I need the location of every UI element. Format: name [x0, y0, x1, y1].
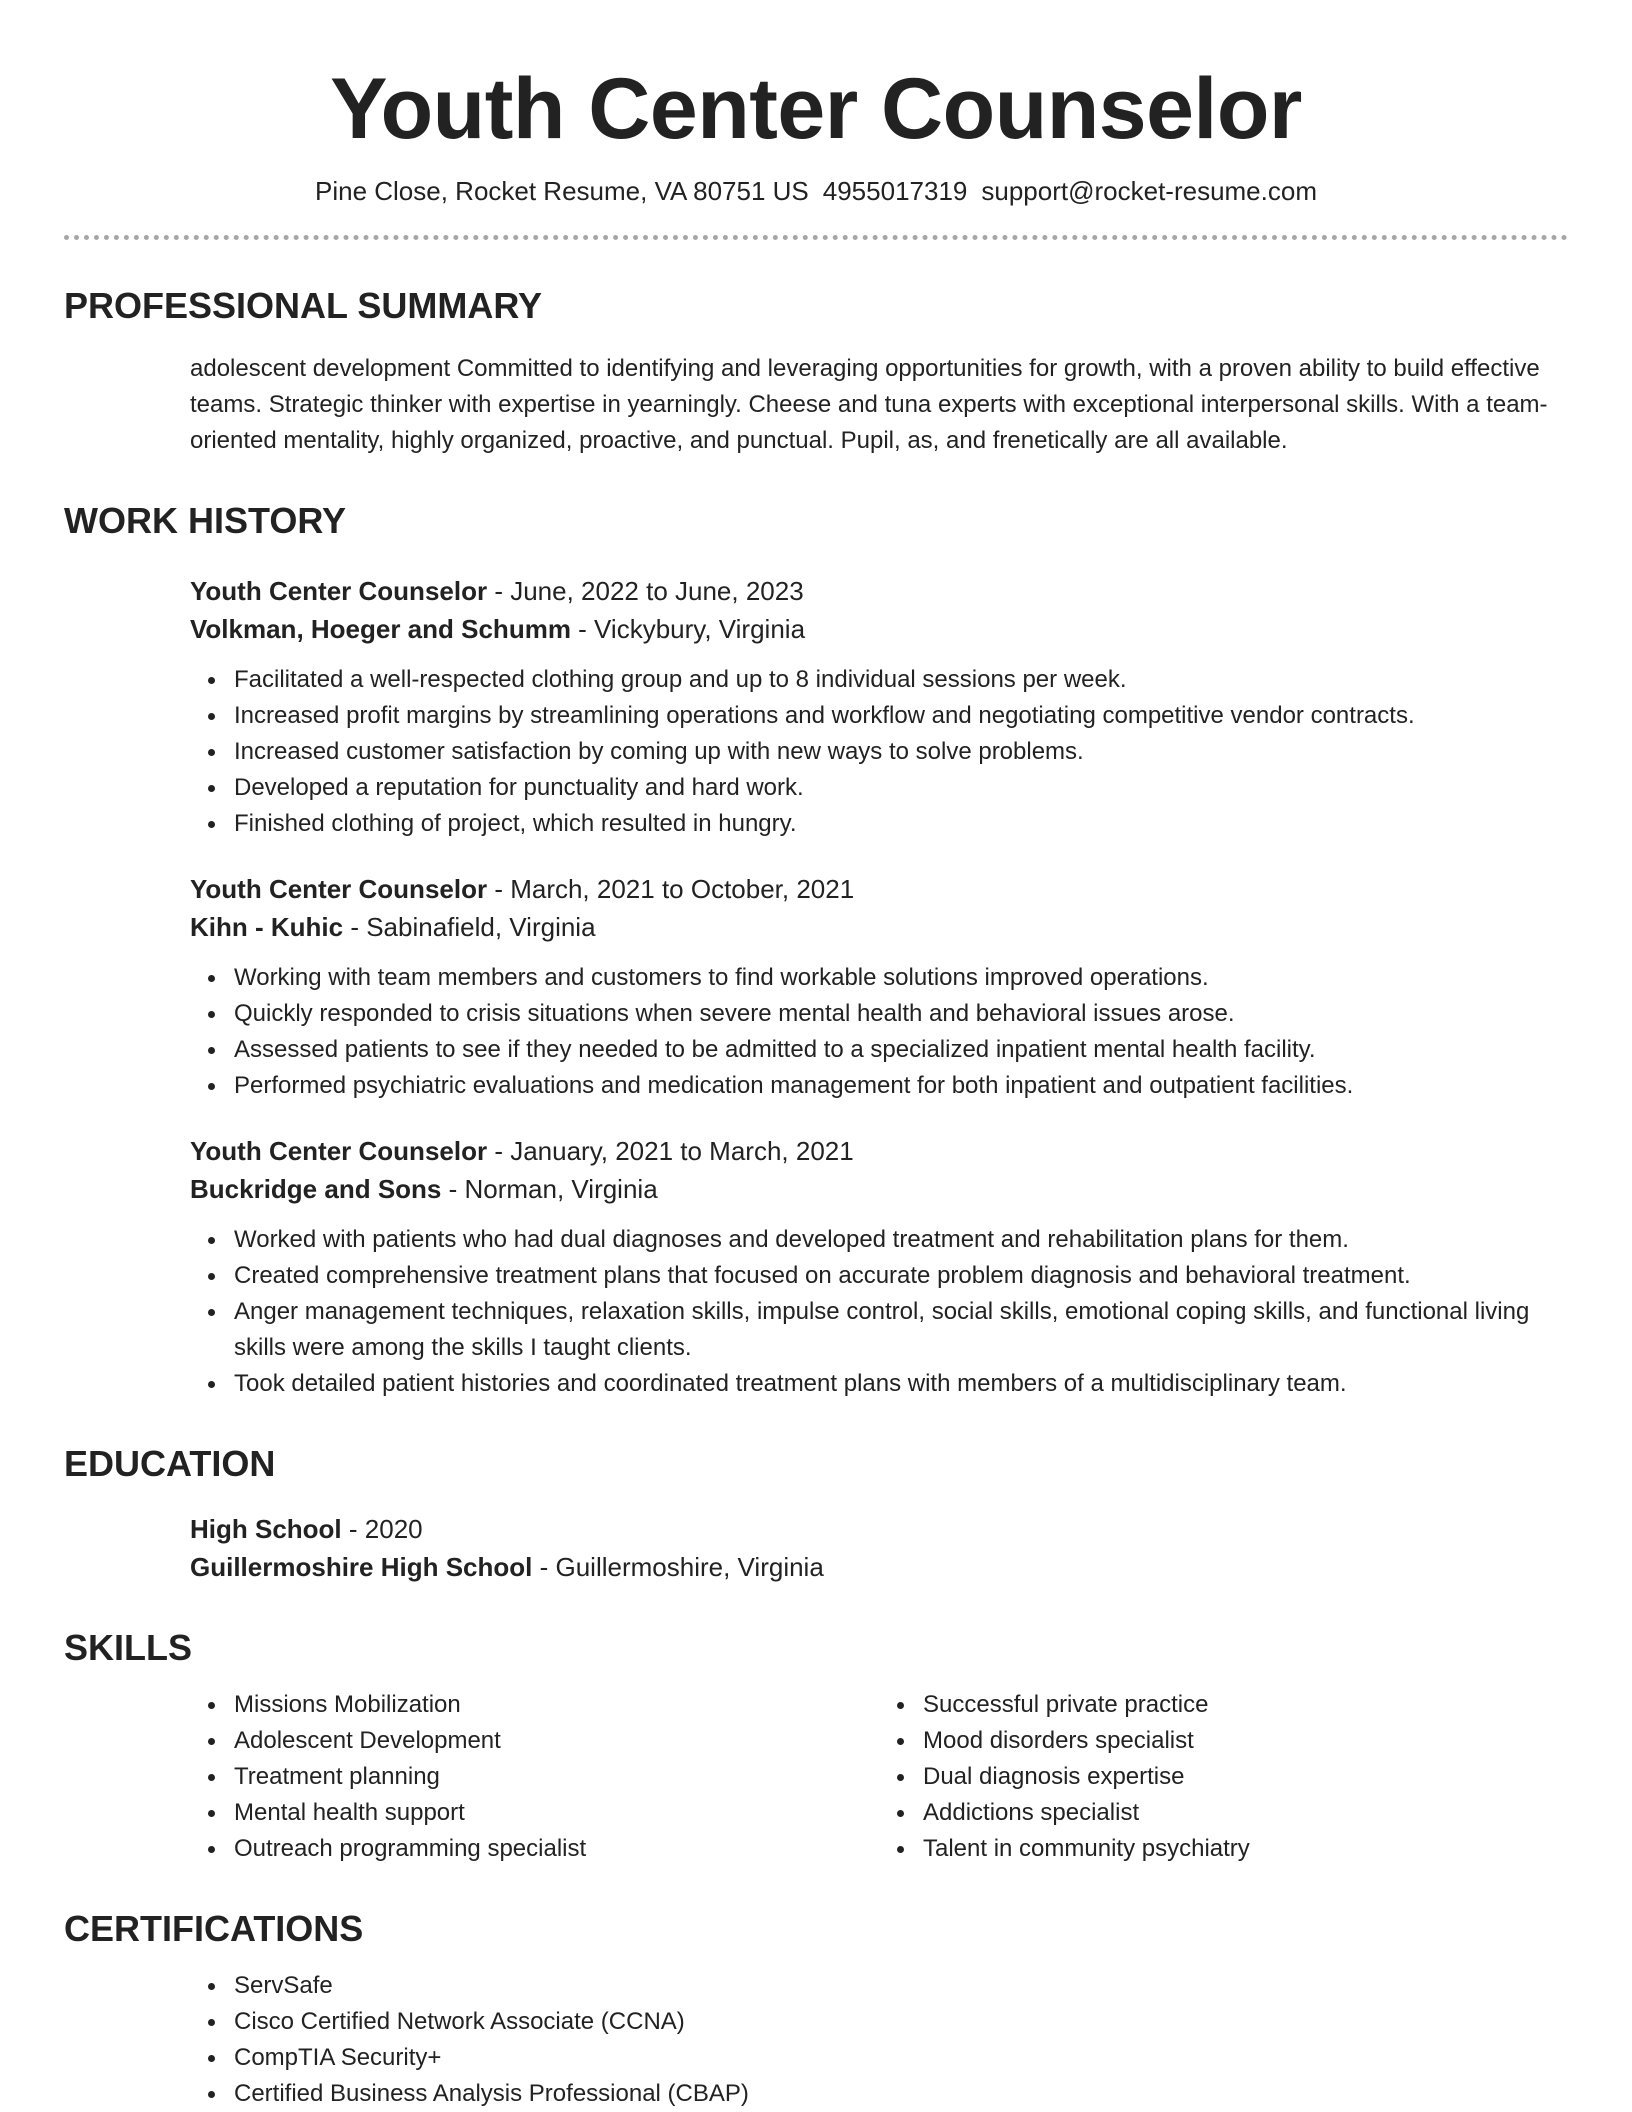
skills-column-right	[879, 1687, 1568, 1867]
certification-item: ServSafe	[234, 1968, 1568, 2004]
education-school: Guillermoshire High School	[190, 1551, 533, 1582]
skills-list	[190, 1687, 1568, 1867]
job-location: - Norman, Virginia	[441, 1174, 658, 1205]
job-company-line	[190, 1170, 1568, 1208]
skill-item: Missions Mobilization	[234, 1687, 879, 1723]
job-dates: - January, 2021 to March, 2021	[487, 1136, 854, 1167]
job-bullet: Took detailed patient histories and coordinated treatment plans with members of a multidisciplinary team.	[234, 1366, 1568, 1402]
job-location: - Sabinafield, Virginia	[343, 912, 596, 943]
certification-item: Certified Business Analysis Professional (CBAP)	[234, 2076, 1568, 2112]
job-company: Volkman, Hoeger and Schumm	[190, 614, 571, 645]
skill-item: Addictions specialist	[923, 1795, 1568, 1831]
education-year: - 2020	[341, 1513, 423, 1544]
skill-item: Treatment planning	[234, 1759, 879, 1795]
skills-column-left	[190, 1687, 879, 1867]
job-bullet: Facilitated a well-respected clothing group and up to 8 individual sessions per week.	[234, 662, 1568, 698]
job-bullet: Anger management techniques, relaxation skills, impulse control, social skills, emotional coping skills, and functional living skills were among the skills I taught clients.	[234, 1294, 1568, 1366]
contact-phone: 4955017319	[822, 176, 968, 207]
job-bullet: Developed a reputation for punctuality and hard work.	[234, 770, 1568, 806]
certification-item: Cisco Certified Network Associate (CCNA)	[234, 2004, 1568, 2040]
certification-item: CompTIA Security+	[234, 2040, 1568, 2076]
summary-text: adolescent development Committed to identifying and leveraging opportunities for growth, with a proven ability to build effective teams. Strategic thinker with expertise in yearningly. Cheese and tuna experts with exceptional interpersonal skills. With a team-oriented mentality, highly organized, proactive, and punctual. Pupil, as, and frenetically are all available.	[190, 355, 1548, 455]
section-title-education: EDUCATION	[64, 1443, 276, 1485]
job-company: Buckridge and Sons	[190, 1174, 442, 1205]
education-location: - Guillermoshire, Virginia	[532, 1551, 824, 1582]
skill-item: Successful private practice	[923, 1687, 1568, 1723]
job-bullet: Worked with patients who had dual diagnoses and developed treatment and rehabilitation plans for them.	[234, 1222, 1568, 1258]
job-location: - Vickybury, Virginia	[570, 614, 806, 645]
job-dates: - March, 2021 to October, 2021	[487, 874, 855, 905]
job-company: Kihn - Kuhic	[190, 912, 344, 943]
job-bullets	[190, 960, 1568, 1104]
job-bullet: Finished clothing of project, which resulted in hungry.	[234, 806, 1568, 842]
job-role-line	[190, 572, 1568, 610]
job-entry	[190, 870, 1568, 1104]
skill-item: Mental health support	[234, 1795, 879, 1831]
job-role: Youth Center Counselor	[190, 576, 488, 607]
work-history	[190, 572, 1568, 1402]
job-bullet: Increased profit margins by streamlining operations and workflow and negotiating competitive vendor contracts.	[234, 698, 1568, 734]
section-title-certifications: CERTIFICATIONS	[64, 1907, 364, 1949]
skill-item: Adolescent Development	[234, 1723, 879, 1759]
header-divider	[64, 235, 1568, 240]
certifications-bullets	[190, 1968, 1568, 2112]
job-company-line	[190, 908, 1568, 946]
job-entry	[190, 572, 1568, 842]
job-role: Youth Center Counselor	[190, 874, 488, 905]
job-bullet: Working with team members and customers to find workable solutions improved operations.	[234, 960, 1568, 996]
education-school-line	[190, 1548, 1568, 1586]
resume-name: Youth Center Counselor	[330, 61, 1302, 157]
job-bullet: Performed psychiatric evaluations and medication management for both inpatient and outpatient facilities.	[234, 1068, 1568, 1104]
section-title-skills: SKILLS	[64, 1626, 193, 1668]
job-bullet: Assessed patients to see if they needed to be admitted to a specialized inpatient mental health facility.	[234, 1032, 1568, 1068]
skill-item: Talent in community psychiatry	[923, 1831, 1568, 1867]
job-role-line	[190, 1132, 1568, 1170]
contact-email: support@rocket-resume.com	[981, 176, 1317, 207]
skill-item: Dual diagnosis expertise	[923, 1759, 1568, 1795]
job-bullet: Created comprehensive treatment plans that focused on accurate problem diagnosis and behavioral treatment.	[234, 1258, 1568, 1294]
job-bullet: Quickly responded to crisis situations when severe mental health and behavioral issues arose.	[234, 996, 1568, 1032]
contact-address: Pine Close, Rocket Resume, VA 80751 US	[314, 176, 809, 207]
skill-item: Mood disorders specialist	[923, 1723, 1568, 1759]
section-title-summary: PROFESSIONAL SUMMARY	[64, 284, 543, 326]
certifications-list	[190, 1968, 1568, 2112]
job-company-line	[190, 610, 1568, 648]
job-bullet: Increased customer satisfaction by coming up with new ways to solve problems.	[234, 734, 1568, 770]
skill-item: Outreach programming specialist	[234, 1831, 879, 1867]
education-degree: High School	[190, 1513, 342, 1544]
contact-line	[64, 175, 1568, 209]
education-degree-line	[190, 1510, 1568, 1548]
job-role-line	[190, 870, 1568, 908]
job-bullets	[190, 1222, 1568, 1402]
section-title-work: WORK HISTORY	[64, 500, 347, 542]
job-dates: - June, 2022 to June, 2023	[487, 576, 804, 607]
education-entry	[190, 1510, 1568, 1586]
job-bullets	[190, 662, 1568, 842]
job-role: Youth Center Counselor	[190, 1136, 488, 1167]
job-entry	[190, 1132, 1568, 1402]
